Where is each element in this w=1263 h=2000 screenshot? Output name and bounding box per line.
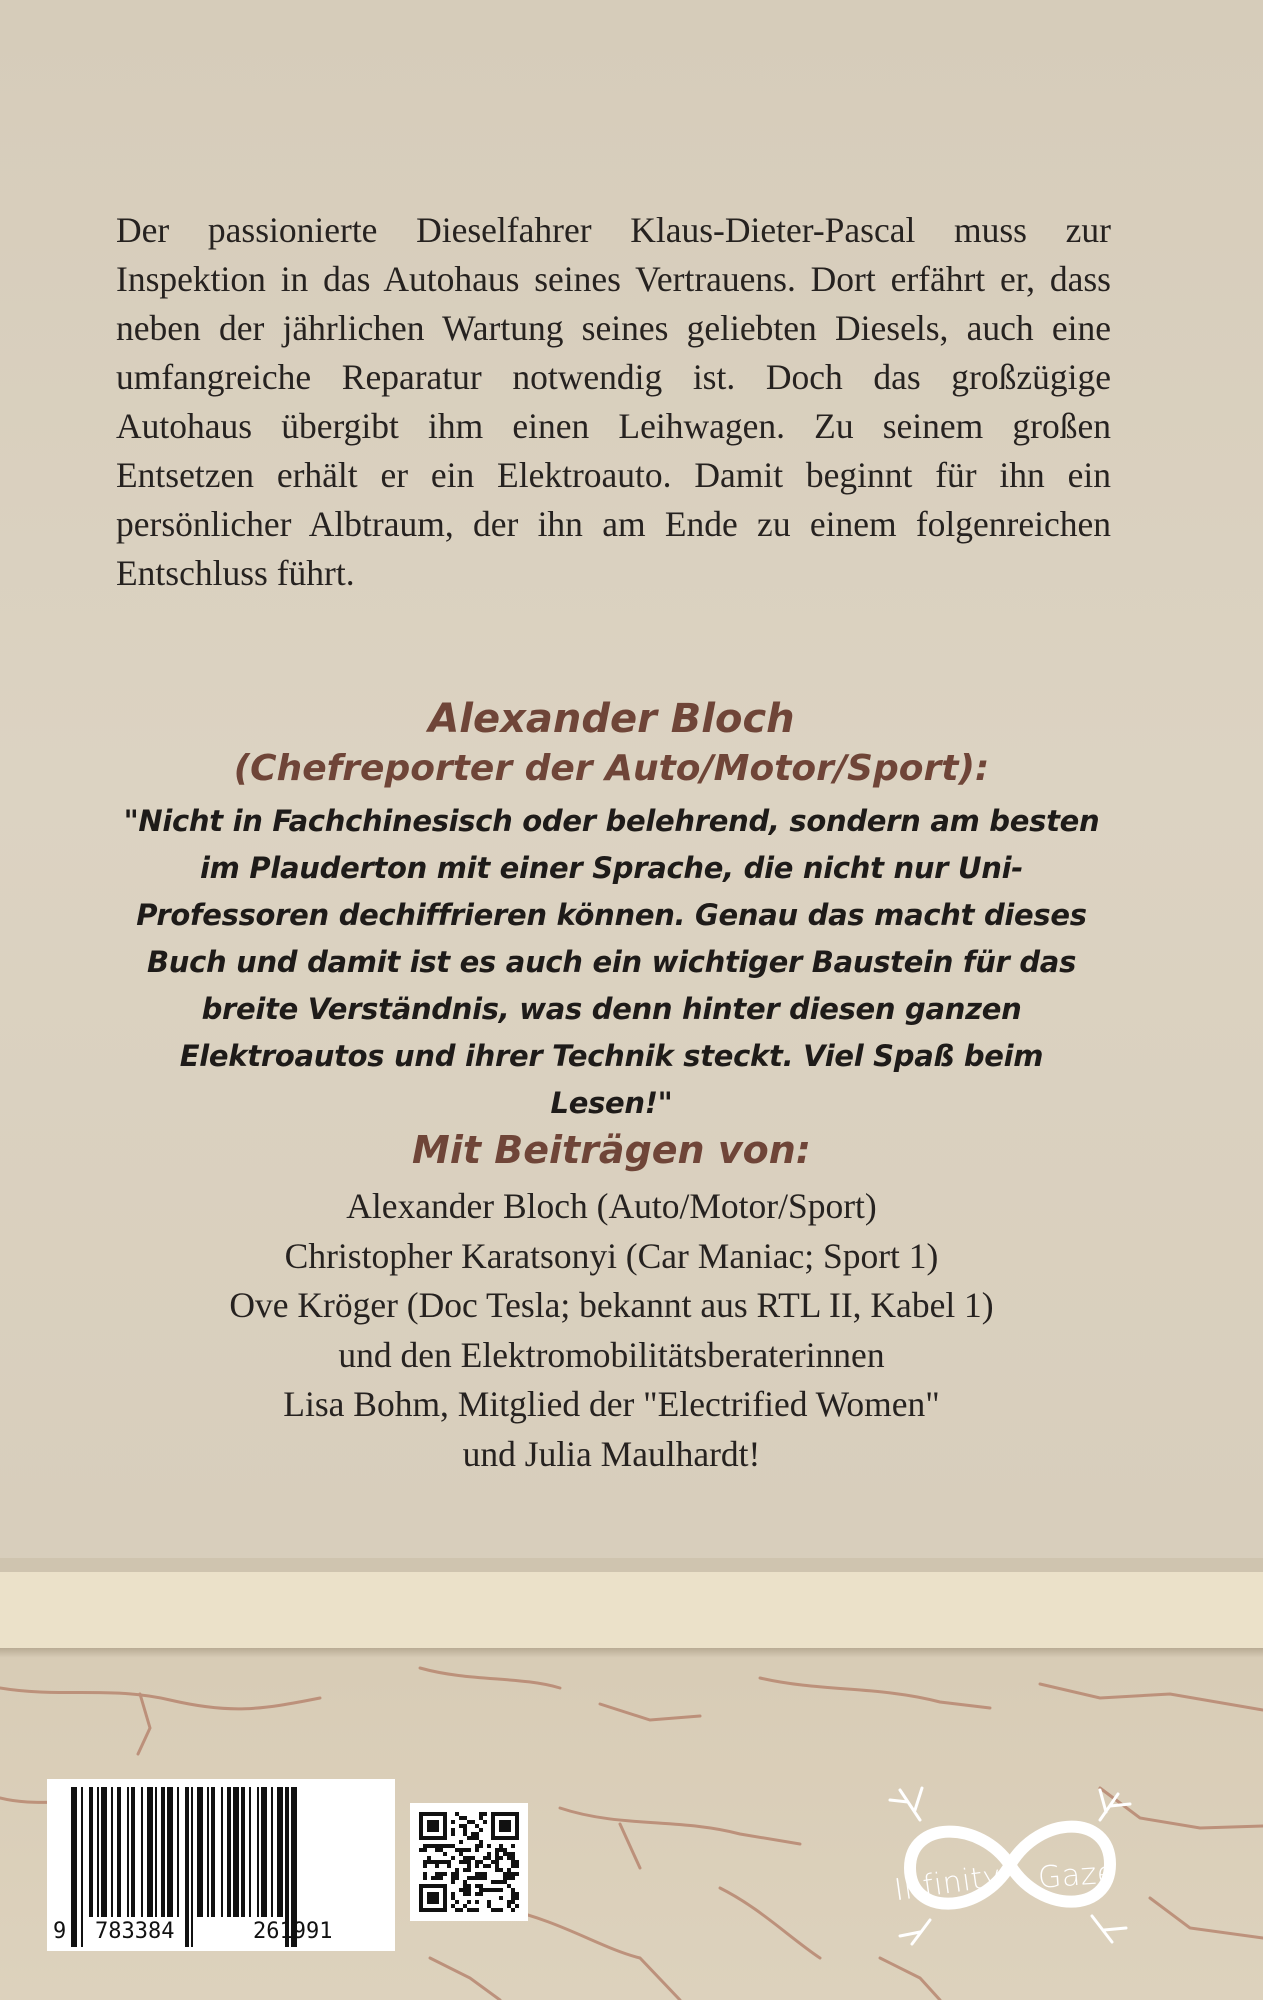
- contributor-line: Lisa Bohm, Mitglied der "Electrified Women": [283, 1384, 940, 1424]
- review-quote: "Nicht in Fachchinesisch oder belehrend, sondern am besten im Plauderton mit einer Sprache, die nicht nur Uni-Professoren dechiffrieren können. Genau das macht dieses Buch und damit ist es auch ein wichtiger Baustein für das breite Verständnis, was denn hinter diesen ganzen Elektroautos und ihrer Technik steckt. Viel Spaß beim Lesen!": [123, 804, 1100, 1120]
- isbn-barcode: [47, 1779, 395, 1951]
- book-blurb: Der passionierte Dieselfahrer Klaus-Dieter-Pascal muss zur Inspektion in das Autohaus seines Vertrauens. Dort erfährt er, dass neben der jährlichen Wartung seines geliebten Diesels, auch eine umfangreiche Reparatur notwendig ist. Doch das großzügige Autohaus übergibt ihm einen Leihwagen. Zu seinem großen Entsetzen erhält er ein Elektroauto. Damit beginnt für ihn ein persönlicher Albtraum, der ihn am Ende zu einem folgenreichen Entschluss führt.: [116, 210, 1111, 593]
- infinity-logo-icon: [860, 1760, 1160, 1960]
- logo-word-infinity: Infinity: [892, 1858, 1004, 1909]
- baseboard-shadow: [0, 1648, 1263, 1658]
- contributor-line: Christopher Karatsonyi (Car Maniac; Sport 1): [284, 1235, 939, 1276]
- contributors-heading: Mit Beiträgen von:: [412, 1128, 811, 1172]
- publisher-logo: [860, 1760, 1160, 1960]
- barcode-group-right: 261991: [253, 1919, 333, 1944]
- baseboard: [0, 1572, 1263, 1648]
- barcode-digit-first: 9: [53, 1919, 67, 1944]
- contributor-line: Alexander Bloch (Auto/Motor/Sport): [346, 1186, 877, 1226]
- contributor-line: und den Elektromobilitätsberaterinnen: [338, 1334, 885, 1375]
- logo-word-gaze: Gaze: [1036, 1855, 1117, 1896]
- barcode-group-left: 783384: [95, 1919, 175, 1944]
- review-author-name: Alexander Bloch: [428, 696, 795, 742]
- qr-code: [410, 1803, 528, 1921]
- contributors-list: [0, 1182, 1223, 1479]
- contributor-line: und Julia Maulhardt!: [462, 1433, 761, 1474]
- contributor-line: Ove Kröger (Doc Tesla; bekannt aus RTL II, Kabel 1): [229, 1285, 994, 1325]
- review-author-role: (Chefreporter der Auto/Motor/Sport):: [233, 748, 990, 789]
- qr-code-icon: [419, 1812, 519, 1912]
- wall-edge: [0, 1558, 1263, 1572]
